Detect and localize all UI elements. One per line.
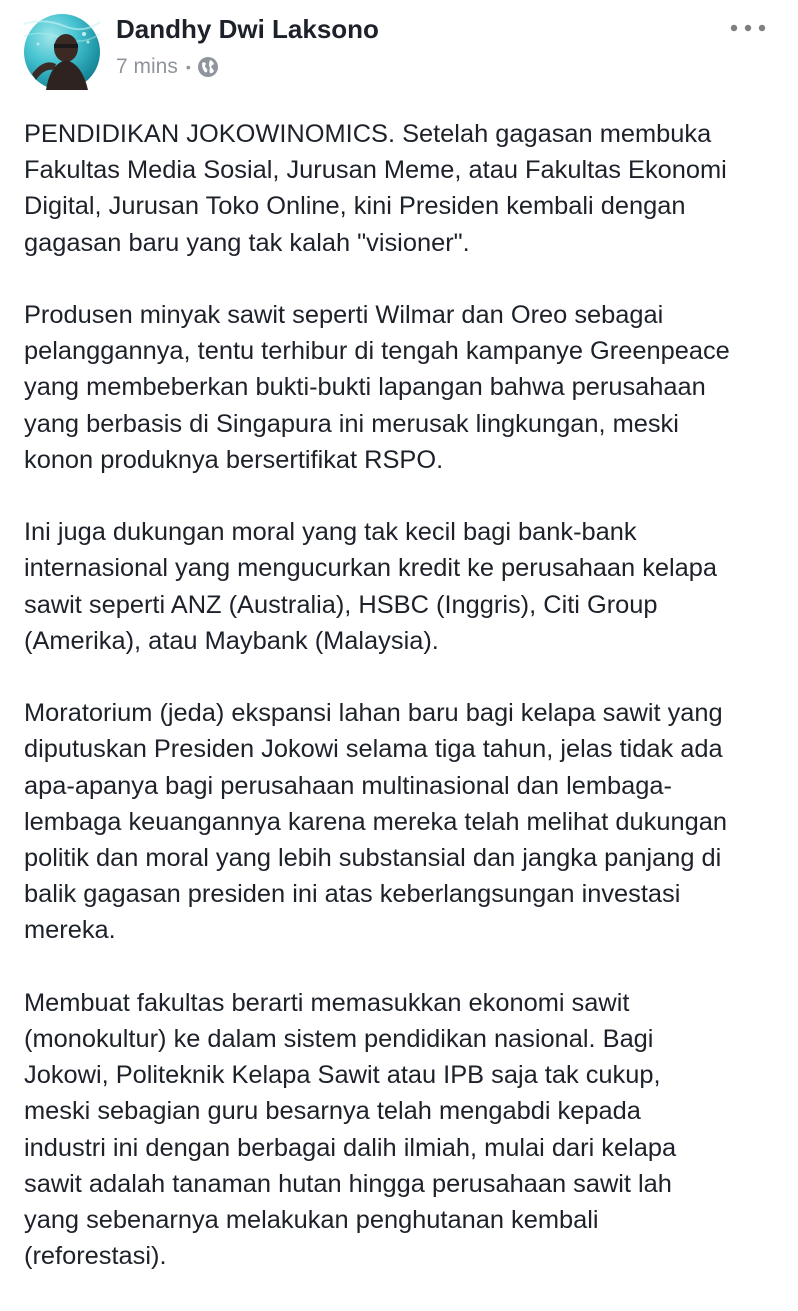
post-text-line: sawit adalah tanaman hutan hingga perusahaan sawit lah — [24, 1169, 672, 1198]
avatar-photo — [24, 14, 100, 90]
post-timestamp[interactable]: 7 mins — [116, 55, 178, 78]
post-text-line: (reforestasi). — [24, 1242, 167, 1271]
post-text-line: konon produknya bersertifikat RSPO. — [24, 445, 444, 474]
post-body — [24, 116, 790, 1311]
post-text-line: Digital, Jurusan Toko Online, kini Presiden kembali dengan — [24, 192, 686, 221]
post-text-line: Ini juga dukungan moral yang tak kecil bagi bank-bank — [24, 518, 637, 547]
post-text-line: PENDIDIKAN JOKOWINOMICS. Setelah gagasan membuka — [24, 120, 712, 148]
post-text-line: sawit seperti ANZ (Australia), HSBC (Inggris), Citi Group — [24, 590, 658, 619]
post-text-line: industri ini dengan berbagai dalih ilmiah, mulai dari kelapa — [24, 1133, 677, 1162]
post-header — [0, 0, 798, 110]
post-paragraph — [24, 514, 790, 659]
post-paragraph — [24, 985, 790, 1275]
post-text-line: mereka. — [24, 916, 116, 945]
post-text-line: Produsen minyak sawit seperti Wilmar dan Oreo sebagai — [24, 301, 664, 329]
meta-separator: • — [185, 59, 191, 75]
post-text-line: (Amerika), atau Maybank (Malaysia). — [24, 626, 439, 655]
post-options-button[interactable] — [724, 14, 772, 42]
post-paragraph — [24, 116, 790, 261]
post-text-line: internasional yang mengucurkan kredit ke perusahaan kelapa — [24, 554, 718, 583]
post-text-line: apa-apanya bagi perusahaan multinasional dan lembaga- — [24, 771, 672, 800]
post-text-line: lembaga keuangannya karena mereka telah melihat dukungan — [24, 807, 727, 836]
avatar[interactable] — [24, 14, 100, 90]
post-text-line: Membuat fakultas berarti memasukkan ekonomi sawit — [24, 988, 630, 1017]
post-paragraph — [24, 695, 790, 948]
post-text-line: balik gagasan presiden ini atas keberlangsungan investasi — [24, 880, 681, 909]
post-text-line: yang berbasis di Singapura ini merusak lingkungan, meski — [24, 409, 679, 438]
post-paragraph — [24, 297, 790, 478]
post-text-line: (monokultur) ke dalam sistem pendidikan nasional. Bagi — [24, 1025, 654, 1054]
post-text-line: Jokowi, Politeknik Kelapa Sawit atau IPB saja tak cukup, — [24, 1061, 661, 1090]
post-text-line: Fakultas Media Sosial, Jurusan Meme, atau Fakultas Ekonomi — [24, 156, 727, 185]
post-text-line: yang membeberkan bukti-bukti lapangan bahwa perusahaan — [24, 373, 706, 402]
post-text-line: yang sebenarnya melakukan penghutanan kembali — [24, 1206, 599, 1235]
post-text-line: pelanggannya, tentu terhibur di tengah kampanye Greenpeace — [24, 337, 730, 366]
post-text-line: Moratorium (jeda) ekspansi lahan baru bagi kelapa sawit yang — [24, 699, 723, 728]
globe-icon — [197, 56, 219, 78]
author-name[interactable]: Dandhy Dwi Laksono — [116, 14, 379, 44]
post-meta — [116, 54, 219, 80]
post-text-line: gagasan baru yang tak kalah "visioner". — [24, 228, 470, 257]
post-text-line: meski sebagian guru besarnya telah mengabdi kepada — [24, 1097, 641, 1126]
post-text-line: politik dan moral yang lebih substansial dan jangka panjang di — [24, 844, 722, 873]
post-text-line: diputuskan Presiden Jokowi selama tiga tahun, jelas tidak ada — [24, 735, 723, 764]
more-horizontal-icon — [730, 24, 766, 32]
